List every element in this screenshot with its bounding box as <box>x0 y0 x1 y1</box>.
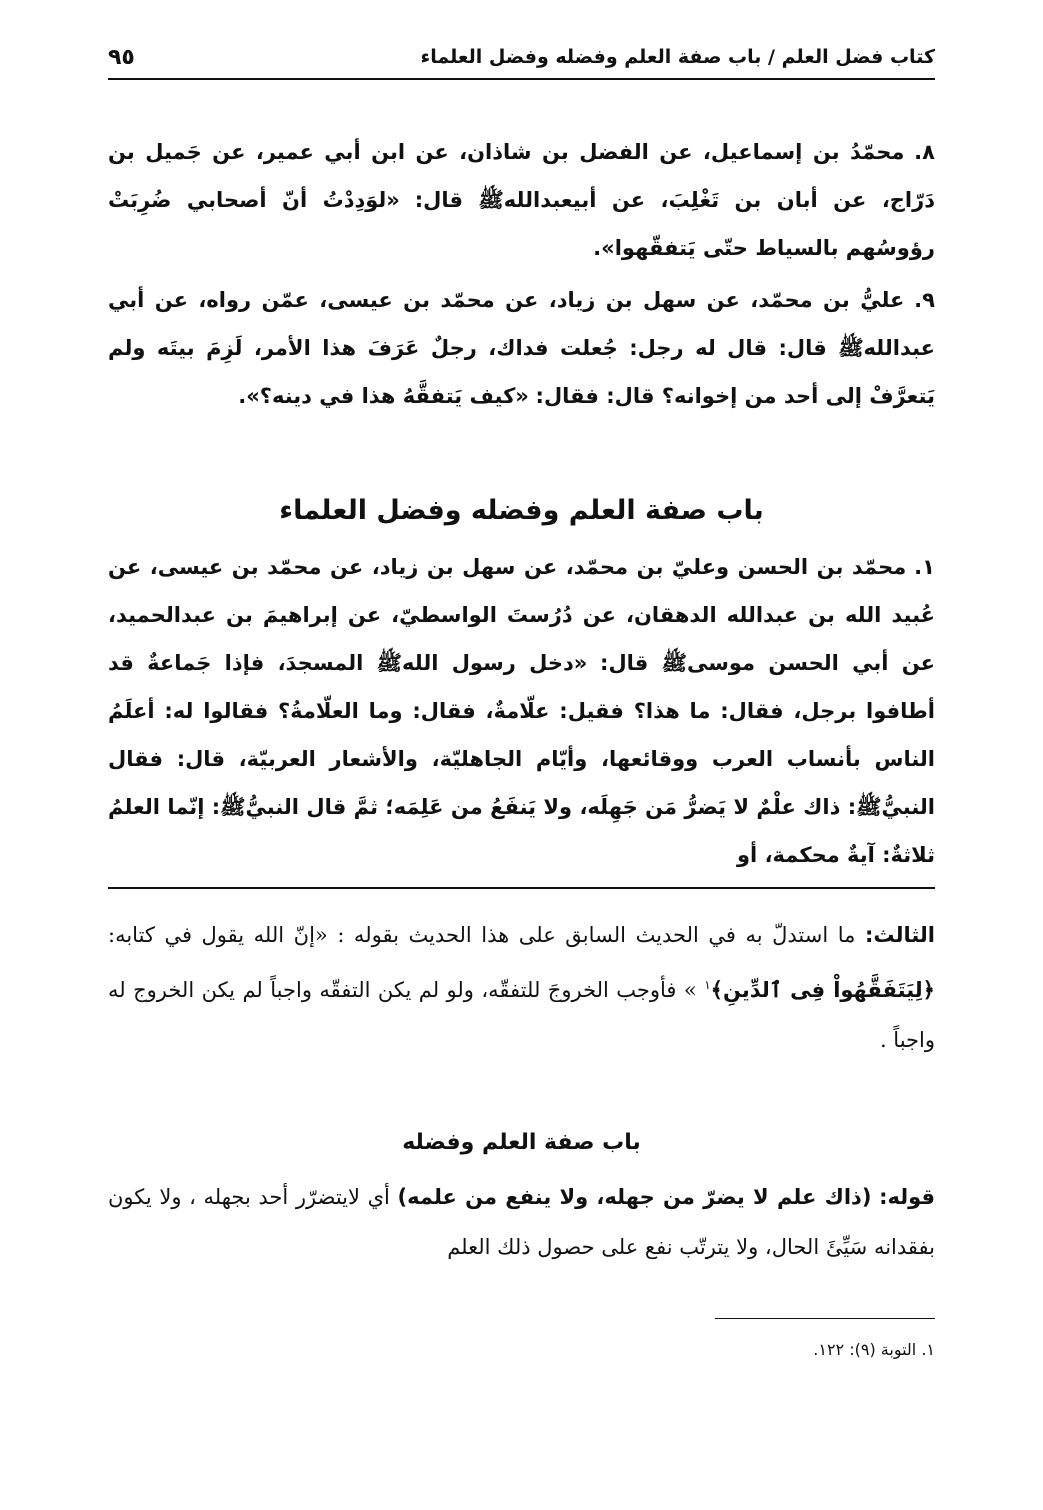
hadith-chain: محمّدُ بن إسماعيل، عن الفضل بن شاذان، عن ابن أبي عمير، عن جَميل بن دَرّاج، عن أبان بن تَغْلِبَ، عن أبيعبدالله‌ﷺ قال: <box>108 140 935 212</box>
commentary-label: الثالث: <box>864 923 935 947</box>
page-number: ٩٥ <box>108 44 135 70</box>
header-title: كتاب فضل العلم / باب صفة العلم وفضله وفضل العلماء <box>420 46 935 68</box>
commentary-text-before: ما استدلّ به في الحديث السابق على هذا الحديث بقوله : «إنّ الله يقول في كتابه: <box>108 923 856 947</box>
footnote: ١. التوبة (٩): ١٢٢. <box>813 1340 935 1359</box>
hadith-number: ٨. <box>914 140 935 164</box>
sub-chapter-paragraph <box>108 1172 935 1272</box>
hadith-number: ٩. <box>914 288 935 312</box>
footnote-rule <box>715 1318 935 1319</box>
hadith-chain: عليُّ بن محمّد، عن سهل بن زياد، عن محمّد بن عيسى، عمّن رواه، عن أبي عبدالله‌ﷺ قال: قال له رجل: جُعلت فداك، رجلٌ عَرَفَ هذا الأمر، لَزِمَ بيتَه ولم يَتعرَّفْ إلى أحد من إخوانه؟ قال: فقال: <box>108 288 935 408</box>
previous-hadiths-block <box>108 128 935 420</box>
sub-chapter-text: أي لايتضرّر أحد بجهله ، ولا يكون بفقدانه سَيِّئَ الحال، ولا يترتّب نفع على حصول ذلك العلم <box>108 1185 935 1259</box>
hadith-chain: محمّد بن الحسن وعليّ بن محمّد، عن سهل بن زياد، عن محمّد بن عيسى، عن عُبيد الله بن عبدالله الدهقان، عن دُرُستَ الواسطيّ، عن إبراهيمَ بن عبدالحميد، عن أبي الحسن موسى‌ﷺ قال: <box>108 555 935 675</box>
hadith-text: «كيف يَتفقَّهُ هذا في دينه؟». <box>238 384 529 408</box>
commentary-divider <box>108 887 935 889</box>
commentary-paragraph <box>108 910 935 1065</box>
sub-chapter-label: قوله: <box>879 1185 935 1209</box>
sub-chapter-title: باب صفة العلم وفضله <box>402 1130 641 1155</box>
hadith-8 <box>108 128 935 272</box>
quran-quote: ﴿لِيَتَفَقَّهُواْ فِى ٱلدِّينِ﴾ <box>710 978 935 1002</box>
commentary-text-after: » فأوجب الخروجَ للتفقّه، ولو لم يكن التفقّه واجباً لم يكن الخروج له واجباً . <box>108 978 935 1052</box>
hadith-number: ١. <box>914 555 935 579</box>
hadith-9 <box>108 276 935 420</box>
chapter-title: باب صفة العلم وفضله وفضل العلماء <box>279 495 764 526</box>
chapter-hadith-block <box>108 543 935 879</box>
footnote-marker: ١ <box>704 978 711 992</box>
sub-chapter-quote: (ذاك علم لا يضرّ من جهله، ولا ينفع من علمه) <box>397 1185 872 1209</box>
hadith-text: «دخل رسول الله‌ﷺ المسجدَ، فإذا جَماعةٌ قد أطافوا برجل، فقال: ما هذا؟ فقيل: علّامةٌ، فقال: وما العلّامةُ؟ فقالوا له: أعلَمُ الناس بأنساب العرب ووقائعها، وأيّام الجاهليّة، والأشعار العربيّة، قال: فقال النبيُّ‌ﷺ: ذاك علْمٌ لا يَضرُّ مَن جَهِلَه، ولا يَنفَعُ من عَلِمَه؛ ثمَّ قال النبيُّ‌ﷺ: إنّما العلمُ ثلاثةٌ: آيةٌ محكمة، أو <box>108 651 935 867</box>
hadith-1 <box>108 543 935 879</box>
hadith-text: «لوَدِدْتُ أنّ أصحابي ضُرِبَتْ رؤوسُهم بالسياط حتّى يَتفقّهوا». <box>108 188 935 260</box>
running-header <box>108 36 935 80</box>
